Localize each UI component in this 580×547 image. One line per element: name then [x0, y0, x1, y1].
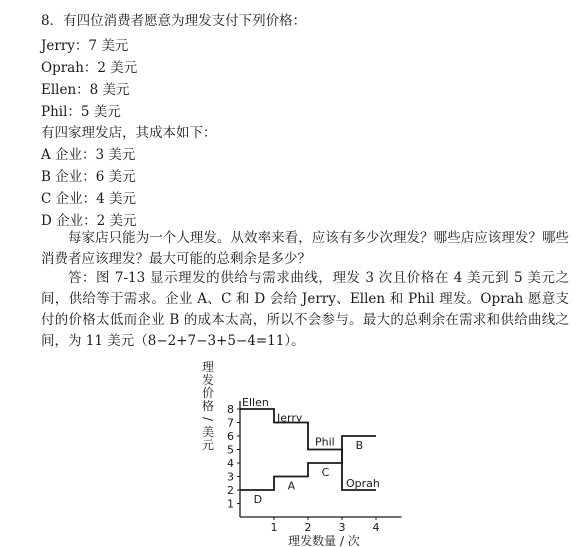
- y-axis-label-char: 价: [201, 386, 215, 400]
- y-tick-label: 2: [227, 484, 234, 497]
- y-axis-label-char: 美: [201, 425, 215, 439]
- question-prompt: 每家店只能为一个人理发。从效率来看，应该有多少次理发？哪些店应该理发？哪些消费者应该理发？最大可能的总剩余是多少？: [41, 230, 569, 267]
- y-axis-label-char: /: [201, 416, 215, 422]
- demand-step-label: Jerry: [277, 411, 303, 425]
- consumer-oprah: Oprah：2 美元: [41, 60, 138, 76]
- y-tick-label: 4: [227, 457, 234, 470]
- x-tick-label: 2: [304, 521, 312, 534]
- y-axis-label-char: 元: [201, 438, 215, 452]
- demand-step-label: Ellen: [242, 396, 269, 409]
- supply-demand-figure: [190, 349, 410, 547]
- firm-b: B 企业：6 美元: [41, 169, 136, 185]
- y-tick-label: 8: [227, 403, 234, 416]
- firm-a: A 企业：3 美元: [41, 147, 136, 163]
- firm-c: C 企业：4 美元: [41, 191, 137, 207]
- supply-step-label: D: [253, 493, 263, 506]
- answer-text: 答：图 7-13 显示理发的供给与需求曲线，理发 3 次且价格在 4 美元到 5 美元之间，供给等于需求。企业 A、C 和 D 会给 Jerry、Ellen 和 Phil 理发。Oprah 愿意支付的价格太低而企业 B 的成本太高，所以不会参与。最大的总剩余在需求和供给曲线之间，为 11 美元（8−2+7−3+5−4=11）。: [41, 270, 569, 349]
- y-tick-label: 3: [227, 470, 234, 484]
- y-axis-label-char: 格: [201, 399, 215, 413]
- demand-step-label: Oprah: [346, 477, 380, 490]
- y-tick-label: 5: [227, 443, 234, 457]
- consumer-ellen: Ellen：8 美元: [41, 82, 130, 98]
- x-tick-label: 3: [338, 521, 346, 534]
- x-axis-label: 理发数量 / 次: [288, 534, 360, 547]
- firms-header: 有四家理发店，其成本如下：: [41, 125, 217, 141]
- question-header: 8．有四位消费者愿意为理发支付下列价格：: [41, 13, 307, 29]
- demand-step-label: Phil: [315, 435, 335, 449]
- supply-step-label: B: [355, 439, 364, 452]
- y-axis-label-char: 理: [201, 360, 215, 374]
- supply-step-label: A: [287, 479, 296, 493]
- supply-step-label: C: [321, 466, 330, 479]
- y-axis-label-char: 发: [201, 373, 215, 387]
- y-tick-label: 7: [227, 416, 234, 430]
- x-tick-label: 4: [372, 521, 380, 534]
- consumer-jerry: Jerry：7 美元: [41, 38, 129, 54]
- x-tick-label: 1: [270, 521, 278, 534]
- y-tick-label: 6: [227, 430, 234, 443]
- y-tick-label: 1: [227, 497, 234, 511]
- supply-demand-chart: [190, 349, 410, 547]
- firm-d: D 企业：2 美元: [41, 213, 137, 229]
- consumer-phil: Phil：5 美元: [41, 104, 121, 120]
